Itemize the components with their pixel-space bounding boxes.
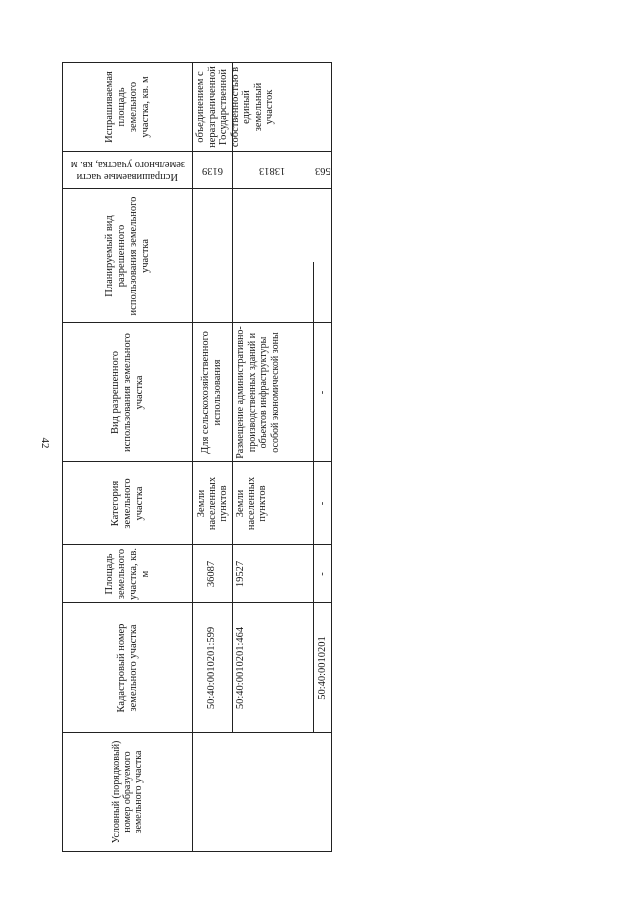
row3-use: - <box>316 390 328 395</box>
row1-use: Для сельскохозяйственного использования <box>200 331 223 454</box>
row2-cadastral: 50:40:0010201:464 <box>235 626 246 710</box>
header-requested-parts: Испрашиваемые части земельного участка, кв. м <box>70 159 185 183</box>
header-requested-area: Испрашиваемая площадь земельного участка, кв. м <box>103 71 151 143</box>
header-cadastral-number <box>63 733 65 851</box>
row3-part: 563 <box>314 165 331 177</box>
rotated-table-frame <box>62 62 332 852</box>
row1-category: Земли населенных пунктов <box>195 476 229 531</box>
row2-area: 19527 <box>235 560 246 588</box>
row2-part: 13813 <box>259 165 286 177</box>
header-area: Площадь земельного участка, кв. м <box>103 548 151 600</box>
page-number: 42 <box>39 437 51 449</box>
formation-method: объединением с неразграниченной Государственной собственностью в единый земельный участок <box>195 66 275 148</box>
row3-cadastral: 50:40:0010201 <box>316 636 328 700</box>
land-plot-table <box>62 62 332 852</box>
row1-area: 36087 <box>206 560 217 588</box>
header-planned-use: Планируемый вид разрешенного использования земельного участка <box>103 196 151 316</box>
row1-part: 6139 <box>201 165 223 177</box>
row2-category: Земли населенных пунктов <box>235 476 268 531</box>
header-permitted-use: Вид разрешенного использования земельного участка <box>109 333 145 452</box>
row2-use: Размещение административно-производственных зданий и объектов инфраструктуры особой экономической зоны <box>235 326 281 459</box>
header-category: Категория земельного участка <box>109 478 145 529</box>
header-plot-number: Условный (порядковый) номер образуемого земельного участка <box>111 740 144 844</box>
row3-category: - <box>316 501 328 506</box>
row1-cadastral: 50:40:0010201:599 <box>206 626 217 710</box>
row3-area: - <box>316 572 328 576</box>
header-cadastral: Кадастровый номер земельного участка <box>115 623 139 713</box>
